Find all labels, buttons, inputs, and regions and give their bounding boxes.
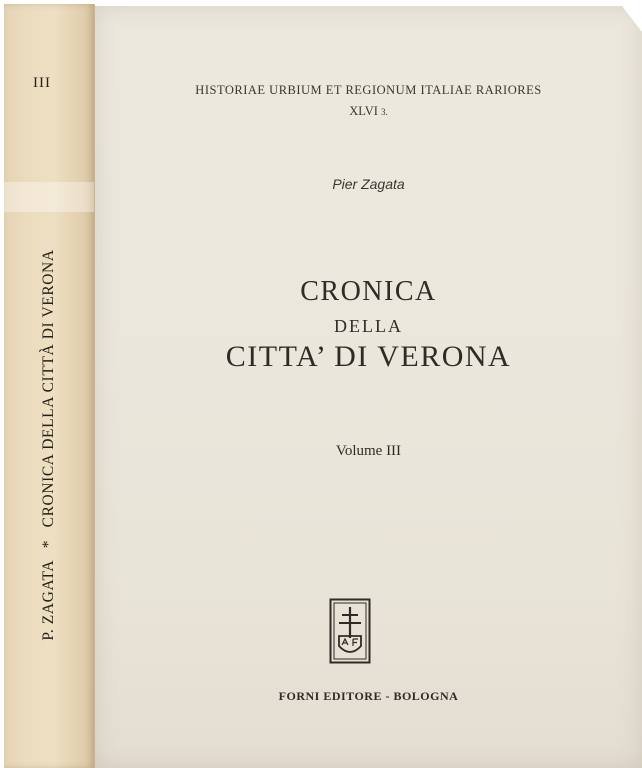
publisher-mark-icon [329, 598, 371, 664]
title-line-3: CITTA’ DI VERONA [225, 340, 512, 373]
publisher-name: FORNI EDITORE - BOLOGNA [278, 689, 459, 703]
spine-volume-number: III [33, 75, 51, 91]
torn-corner [622, 6, 642, 32]
spine-faded-band [4, 182, 94, 212]
series-number-sub: 3. [381, 107, 388, 117]
spine-title-text [40, 249, 58, 640]
series-number [95, 104, 642, 119]
series-number-main: XLVI [349, 104, 378, 118]
title-line-2: DELLA [334, 316, 403, 336]
volume-label: Volume III [335, 443, 402, 459]
title-line-1: CRONICA [300, 276, 437, 307]
series-title: HISTORIAE URBIUM ET REGIONUM ITALIAE RARIORES [195, 83, 542, 97]
spine-separator: * [40, 539, 57, 549]
spine-book-title: CRONICA DELLA CITTÀ DI VERONA [40, 249, 57, 528]
book-cover [95, 6, 642, 768]
author-name: Pier Zagata [332, 176, 405, 192]
spine-author: P. ZAGATA [40, 560, 57, 641]
